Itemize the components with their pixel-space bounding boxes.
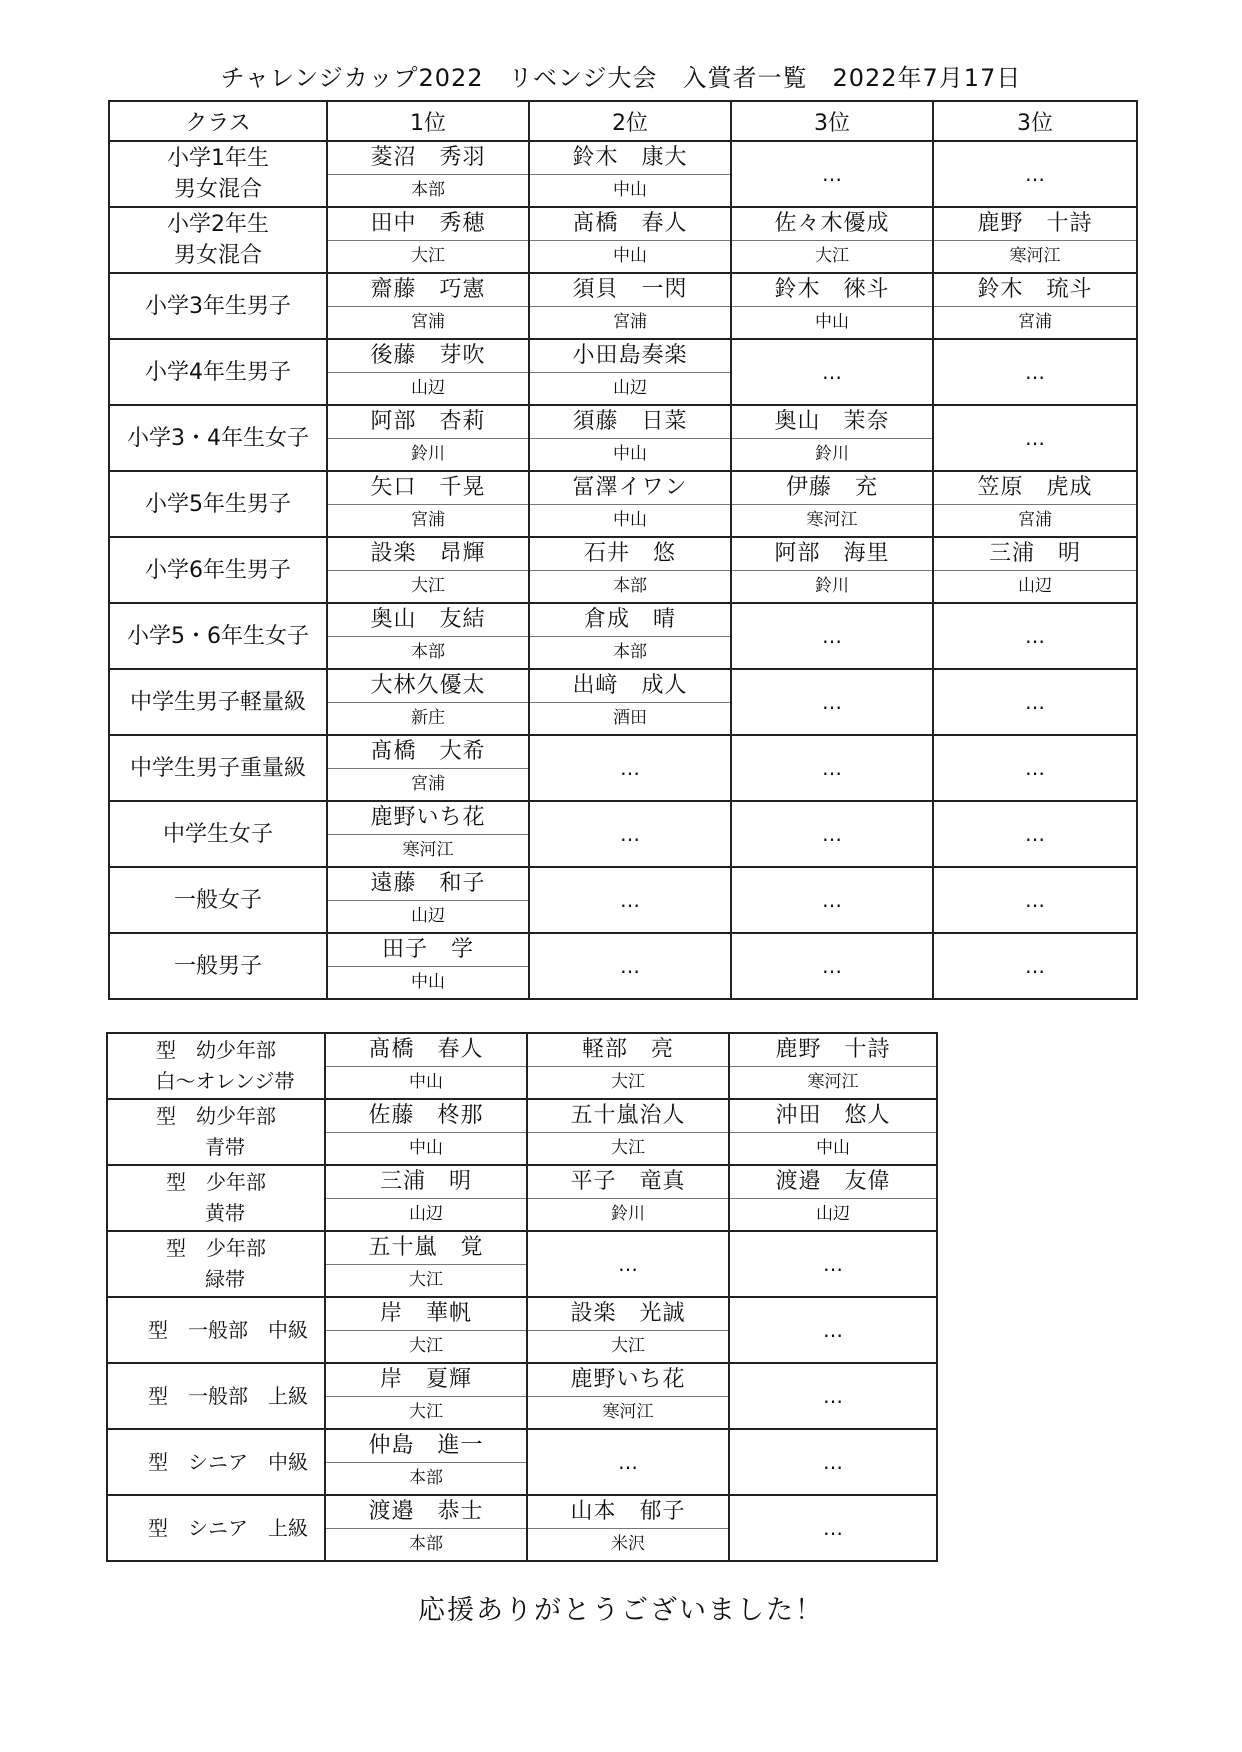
winner-name: 遠藤 和子 xyxy=(328,868,528,901)
winner-club: 寒河江 xyxy=(602,1402,654,1422)
place-cell xyxy=(933,537,1137,603)
winner-name: 平子 竜真 xyxy=(528,1166,728,1199)
class-cell xyxy=(109,801,327,867)
place-cell xyxy=(325,1495,527,1561)
header-third-place: 3位 xyxy=(731,101,933,141)
winner-club: 大江 xyxy=(411,576,445,596)
empty-place: … xyxy=(729,1495,937,1561)
place-cell xyxy=(327,735,529,801)
class-label-line: 型 幼少年部 xyxy=(156,1038,276,1062)
table-row xyxy=(109,339,1137,405)
class-label-line: 一般男子 xyxy=(173,953,262,979)
winner-club: 大江 xyxy=(815,246,849,266)
winner-name: 冨澤イワン xyxy=(530,472,730,505)
place-cell xyxy=(529,405,731,471)
winner-name: 鹿野 十詩 xyxy=(730,1034,936,1067)
place-cell xyxy=(529,537,731,603)
empty-place: … xyxy=(731,801,933,867)
empty-place: … xyxy=(933,801,1137,867)
empty-place: … xyxy=(527,1231,729,1297)
class-cell xyxy=(107,1495,325,1561)
empty-place: … xyxy=(529,801,731,867)
place-cell xyxy=(731,471,933,537)
winner-club: 山辺 xyxy=(816,1204,850,1224)
place-cell xyxy=(325,1165,527,1231)
winner-club: 中山 xyxy=(613,444,647,464)
class-label-line: 型 シニア 上級 xyxy=(148,1515,308,1540)
empty-place: … xyxy=(933,867,1137,933)
class-label-line: 男女混合 xyxy=(173,177,262,202)
winner-name: 菱沼 秀羽 xyxy=(328,142,528,175)
winner-name: 後藤 芽吹 xyxy=(328,340,528,373)
class-cell xyxy=(107,1231,325,1297)
class-cell xyxy=(109,867,327,933)
class-label-line: 黄帯 xyxy=(205,1201,245,1225)
page-title: チャレンジカップ2022 リベンジ大会 入賞者一覧 2022年7月17日 xyxy=(220,64,1022,92)
empty-place: … xyxy=(729,1231,937,1297)
winner-name: 設楽 昂輝 xyxy=(328,538,528,571)
winner-name: 奥山 友結 xyxy=(328,604,528,637)
winner-club: 山辺 xyxy=(1018,576,1052,596)
class-label-line: 白〜オレンジ帯 xyxy=(155,1069,295,1093)
winner-name: 山本 郁子 xyxy=(528,1496,728,1529)
winner-club: 寒河江 xyxy=(807,1072,859,1092)
winner-club: 宮浦 xyxy=(1018,312,1052,332)
winner-club: 新庄 xyxy=(411,708,445,728)
winner-club: 鈴川 xyxy=(411,444,445,464)
place-cell xyxy=(325,1099,527,1165)
table-row xyxy=(109,207,1137,273)
winner-club: 宮浦 xyxy=(1018,510,1052,530)
table-row xyxy=(109,471,1137,537)
winner-name: 石井 悠 xyxy=(530,538,730,571)
class-cell xyxy=(107,1099,325,1165)
table-row xyxy=(107,1231,937,1297)
place-cell xyxy=(527,1099,729,1165)
class-cell xyxy=(109,669,327,735)
place-cell xyxy=(327,273,529,339)
header-third-place-2: 3位 xyxy=(933,101,1137,141)
winner-club: 中山 xyxy=(613,246,647,266)
place-cell xyxy=(527,1165,729,1231)
place-cell xyxy=(325,1033,527,1099)
class-cell xyxy=(107,1429,325,1495)
winner-club: 大江 xyxy=(611,1138,645,1158)
place-cell xyxy=(529,471,731,537)
winner-club: 本部 xyxy=(613,642,647,662)
class-label-line: 小学5・6年生女子 xyxy=(127,623,309,649)
empty-place: … xyxy=(731,141,933,207)
winner-name: 阿部 海里 xyxy=(732,538,932,571)
winner-name: 笠原 虎成 xyxy=(934,472,1136,505)
winner-club: 山辺 xyxy=(613,378,647,398)
place-cell xyxy=(529,669,731,735)
table-row xyxy=(109,735,1137,801)
place-cell xyxy=(327,603,529,669)
class-label-line: 小学1年生 xyxy=(167,146,269,171)
place-cell xyxy=(327,141,529,207)
kata-results-table xyxy=(106,1032,938,1562)
header-first-place: 1位 xyxy=(327,101,529,141)
winner-name: 仲島 進一 xyxy=(326,1430,526,1463)
winner-name: 鈴木 琉斗 xyxy=(934,274,1136,307)
winner-club: 寒河江 xyxy=(1009,246,1061,266)
place-cell xyxy=(325,1297,527,1363)
place-cell xyxy=(933,471,1137,537)
empty-place: … xyxy=(933,405,1137,471)
place-cell xyxy=(327,339,529,405)
winner-club: 本部 xyxy=(409,1468,443,1488)
winner-name: 小田島奏楽 xyxy=(530,340,730,373)
class-label-line: 小学5年生男子 xyxy=(145,491,291,517)
class-cell xyxy=(109,603,327,669)
empty-place: … xyxy=(731,867,933,933)
class-label-line: 型 幼少年部 xyxy=(156,1104,276,1128)
winner-name: 佐藤 柊那 xyxy=(326,1100,526,1133)
winner-name: 髙橋 春人 xyxy=(530,208,730,241)
winner-name: 奥山 茉奈 xyxy=(732,406,932,439)
winner-name: 鈴木 徠斗 xyxy=(732,274,932,307)
place-cell xyxy=(527,1495,729,1561)
empty-place: … xyxy=(933,603,1137,669)
empty-place: … xyxy=(529,735,731,801)
table-row xyxy=(107,1429,937,1495)
winner-name: 渡邉 友偉 xyxy=(730,1166,936,1199)
table-row xyxy=(109,603,1137,669)
place-cell xyxy=(327,801,529,867)
empty-place: … xyxy=(729,1429,937,1495)
class-cell xyxy=(109,141,327,207)
winner-name: 齋藤 巧憲 xyxy=(328,274,528,307)
empty-place: … xyxy=(731,339,933,405)
winner-name: 渡邉 恭士 xyxy=(326,1496,526,1529)
table-row xyxy=(109,273,1137,339)
winner-name: 出﨑 成人 xyxy=(530,670,730,703)
winner-club: 鈴川 xyxy=(815,576,849,596)
table-row xyxy=(109,867,1137,933)
winner-club: 宮浦 xyxy=(613,312,647,332)
place-cell xyxy=(327,471,529,537)
class-label-line: 中学生男子重量級 xyxy=(129,755,306,781)
empty-place: … xyxy=(527,1429,729,1495)
table-row xyxy=(107,1165,937,1231)
place-cell xyxy=(327,933,529,999)
winner-name: 五十嵐 覚 xyxy=(326,1232,526,1265)
winner-name: 阿部 杏莉 xyxy=(328,406,528,439)
place-cell xyxy=(729,1033,937,1099)
place-cell xyxy=(325,1231,527,1297)
winner-name: 鹿野いち花 xyxy=(528,1364,728,1397)
winner-club: 大江 xyxy=(409,1402,443,1422)
winner-name: 伊藤 充 xyxy=(732,472,932,505)
header-class: クラス xyxy=(109,101,327,141)
class-label-line: 中学生男子軽量級 xyxy=(129,689,306,715)
winner-name: 沖田 悠人 xyxy=(730,1100,936,1133)
table-row xyxy=(109,141,1137,207)
winner-club: 宮浦 xyxy=(411,312,445,332)
winner-club: 大江 xyxy=(409,1270,443,1290)
class-label-line: 型 一般部 中級 xyxy=(148,1317,308,1342)
place-cell xyxy=(529,207,731,273)
empty-place: … xyxy=(731,933,933,999)
place-cell xyxy=(729,1165,937,1231)
empty-place: … xyxy=(731,603,933,669)
class-label-line: 小学3年生男子 xyxy=(145,293,291,319)
winner-name: 三浦 明 xyxy=(326,1166,526,1199)
class-cell xyxy=(109,405,327,471)
winner-club: 大江 xyxy=(611,1336,645,1356)
winner-name: 岸 華帆 xyxy=(326,1298,526,1331)
empty-place: … xyxy=(729,1297,937,1363)
place-cell xyxy=(529,141,731,207)
place-cell xyxy=(729,1099,937,1165)
class-cell xyxy=(109,207,327,273)
class-label-line: 小学4年生男子 xyxy=(145,359,291,385)
class-cell xyxy=(107,1363,325,1429)
place-cell xyxy=(327,867,529,933)
winner-name: 須藤 日菜 xyxy=(530,406,730,439)
winner-name: 矢口 千晃 xyxy=(328,472,528,505)
winner-name: 軽部 亮 xyxy=(528,1034,728,1067)
class-label-line: 緑帯 xyxy=(205,1267,245,1291)
winner-name: 髙橋 大希 xyxy=(328,736,528,769)
winner-club: 酒田 xyxy=(613,708,647,728)
class-label-line: 型 少年部 xyxy=(166,1236,266,1260)
winner-club: 本部 xyxy=(411,180,445,200)
table-row xyxy=(109,669,1137,735)
empty-place: … xyxy=(731,735,933,801)
winner-club: 大江 xyxy=(611,1072,645,1092)
empty-place: … xyxy=(529,933,731,999)
winner-club: 鈴川 xyxy=(611,1204,645,1224)
class-cell xyxy=(109,273,327,339)
place-cell xyxy=(731,207,933,273)
class-cell xyxy=(109,471,327,537)
winner-name: 五十嵐治人 xyxy=(528,1100,728,1133)
table-row xyxy=(107,1099,937,1165)
winner-name: 岸 夏輝 xyxy=(326,1364,526,1397)
winner-club: 中山 xyxy=(613,180,647,200)
winner-name: 髙橋 春人 xyxy=(326,1034,526,1067)
empty-place: … xyxy=(731,669,933,735)
winner-club: 本部 xyxy=(409,1534,443,1554)
winner-club: 中山 xyxy=(411,972,445,992)
winner-name: 鹿野いち花 xyxy=(328,802,528,835)
class-cell xyxy=(109,339,327,405)
winner-name: 田中 秀穂 xyxy=(328,208,528,241)
class-cell xyxy=(107,1165,325,1231)
class-label-line: 型 少年部 xyxy=(166,1170,266,1194)
place-cell xyxy=(327,537,529,603)
winner-name: 田子 学 xyxy=(328,934,528,967)
winner-club: 宮浦 xyxy=(411,510,445,530)
place-cell xyxy=(327,207,529,273)
winner-name: 三浦 明 xyxy=(934,538,1136,571)
class-label-line: 型 シニア 中級 xyxy=(148,1449,308,1474)
class-cell xyxy=(109,735,327,801)
place-cell xyxy=(731,537,933,603)
winner-club: 大江 xyxy=(411,246,445,266)
header-row xyxy=(109,101,1137,141)
winner-club: 中山 xyxy=(815,312,849,332)
place-cell xyxy=(731,273,933,339)
class-label-line: 男女混合 xyxy=(173,243,262,268)
place-cell xyxy=(529,339,731,405)
class-cell xyxy=(109,537,327,603)
place-cell xyxy=(933,273,1137,339)
winner-name: 鈴木 康大 xyxy=(530,142,730,175)
class-cell xyxy=(107,1297,325,1363)
empty-place: … xyxy=(729,1363,937,1429)
winner-name: 鹿野 十詩 xyxy=(934,208,1136,241)
class-cell xyxy=(107,1033,325,1099)
place-cell xyxy=(527,1363,729,1429)
table-row xyxy=(109,801,1137,867)
empty-place: … xyxy=(933,735,1137,801)
empty-place: … xyxy=(933,339,1137,405)
table-row xyxy=(109,537,1137,603)
table-row xyxy=(107,1297,937,1363)
class-label-line: 型 一般部 上級 xyxy=(148,1383,308,1408)
winner-club: 大江 xyxy=(409,1336,443,1356)
winner-name: 大林久優太 xyxy=(328,670,528,703)
place-cell xyxy=(933,207,1137,273)
place-cell xyxy=(529,273,731,339)
empty-place: … xyxy=(933,141,1137,207)
table-row xyxy=(107,1495,937,1561)
winner-club: 本部 xyxy=(613,576,647,596)
winner-name: 倉成 晴 xyxy=(530,604,730,637)
winner-club: 宮浦 xyxy=(411,774,445,794)
header-second-place: 2位 xyxy=(529,101,731,141)
winner-club: 中山 xyxy=(816,1138,850,1158)
class-label-line: 小学3・4年生女子 xyxy=(127,425,309,451)
empty-place: … xyxy=(933,933,1137,999)
place-cell xyxy=(325,1429,527,1495)
winner-name: 佐々木優成 xyxy=(732,208,932,241)
winner-club: 寒河江 xyxy=(806,510,858,530)
place-cell xyxy=(731,405,933,471)
winner-club: 米沢 xyxy=(611,1534,645,1554)
winner-name: 設楽 光誠 xyxy=(528,1298,728,1331)
class-label-line: 青帯 xyxy=(205,1135,245,1159)
class-label-line: 中学生女子 xyxy=(162,821,273,847)
place-cell xyxy=(327,405,529,471)
winner-club: 中山 xyxy=(613,510,647,530)
winner-club: 山辺 xyxy=(411,906,445,926)
winner-club: 本部 xyxy=(411,642,445,662)
winner-club: 寒河江 xyxy=(402,840,454,860)
closing-message: 応援ありがとうございました！ xyxy=(418,1595,824,1626)
place-cell xyxy=(527,1033,729,1099)
winner-club: 鈴川 xyxy=(815,444,849,464)
winner-club: 山辺 xyxy=(409,1204,443,1224)
table-row xyxy=(109,405,1137,471)
table-row xyxy=(107,1363,937,1429)
place-cell xyxy=(325,1363,527,1429)
empty-place: … xyxy=(529,867,731,933)
table-row xyxy=(109,933,1137,999)
empty-place: … xyxy=(933,669,1137,735)
results-table xyxy=(108,100,1138,1000)
class-label-line: 一般女子 xyxy=(173,887,262,913)
table-row xyxy=(107,1033,937,1099)
winner-club: 中山 xyxy=(409,1138,443,1158)
winner-club: 山辺 xyxy=(411,378,445,398)
place-cell xyxy=(527,1297,729,1363)
class-label-line: 小学6年生男子 xyxy=(145,557,291,583)
winner-name: 須貝 一閃 xyxy=(530,274,730,307)
place-cell xyxy=(529,603,731,669)
class-cell xyxy=(109,933,327,999)
class-label-line: 小学2年生 xyxy=(167,212,269,237)
place-cell xyxy=(327,669,529,735)
winner-club: 中山 xyxy=(409,1072,443,1092)
